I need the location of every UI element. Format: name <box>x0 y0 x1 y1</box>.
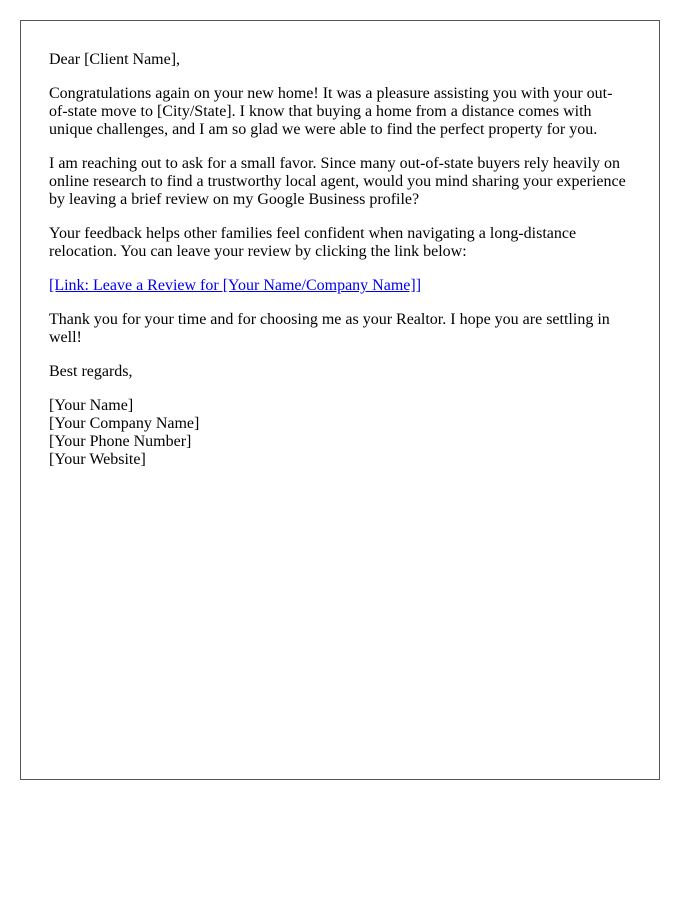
greeting: Dear [Client Name], <box>49 51 181 68</box>
signature-name: [Your Name] <box>49 397 134 414</box>
letter-container <box>20 20 660 780</box>
paragraph-thank-you: Thank you for your time and for choosing me as your Realtor. I hope you are settling in well! <box>49 311 610 346</box>
paragraph-feedback: Your feedback helps other families feel confident when navigating a long-distance relocation. You can leave your review by clicking the link below: <box>49 225 577 260</box>
closing: Best regards, <box>49 363 133 380</box>
signature-block <box>49 397 631 469</box>
paragraph-congratulations: Congratulations again on your new home! It was a pleasure assisting you with your out-of-state move to [City/State]. I know that buying a home from a distance comes with unique challenges, and I am so glad we were able to find the perfect property for you. <box>49 85 613 138</box>
review-link-paragraph <box>49 277 631 295</box>
signature-website: [Your Website] <box>49 451 146 468</box>
review-link[interactable]: [Link: Leave a Review for [Your Name/Company Name]] <box>49 277 422 294</box>
paragraph-review-request: I am reaching out to ask for a small favor. Since many out-of-state buyers rely heavily on online research to find a trustworthy local agent, would you mind sharing your experience by leaving a brief review on my Google Business profile? <box>49 155 626 208</box>
signature-company: [Your Company Name] <box>49 415 200 432</box>
signature-phone: [Your Phone Number] <box>49 433 192 450</box>
